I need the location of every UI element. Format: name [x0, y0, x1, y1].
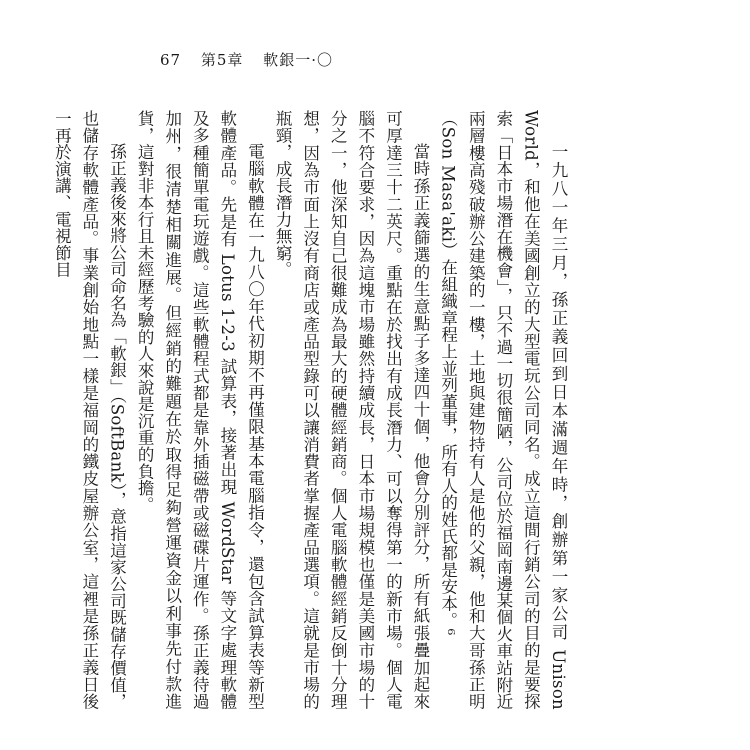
- paragraph: 當時孫正義篩選的生意點子多達四十個，他會分別評分，所有紙張疊加起來可厚達三十二英尺。重點在於找出有成長潛力、可以奪得第一的新市場。個人電腦不符合要求，因為這塊市場雖然持續成長，日本市場規模也僅是美國市場的十分之一，他深知自己很難成為最大的硬體經銷商。個人電腦軟體經銷反倒十分理想，因為市面上沒有商店或產品型錄可以讓消費者掌握產品選項。這就是市場的瓶頸，成長潛力無窮。: [273, 110, 431, 710]
- paragraph: 一九八一年三月，孫正義回到日本滿週年時，創辦第一家公司 Unison World，和他在美國創立的大型電玩公司同名。成立這間行銷公司的目的是要探索「日本市場潛在機會」，只不過一切很簡陋，公司位於福岡南邊某個火車站附近兩層樓高殘破辦公建築的一樓，土地與建物持有人是他的父親，他和大哥孫正明（Son Masa'aki）在組織章程上並列董事，所有人的姓氏都是安本。⁶: [438, 110, 568, 710]
- paragraph: 電腦軟體在一九八〇年代初期不再僅限基本電腦指令，還包含試算表等新型軟體產品。先是有 Lotus 1-2-3 試算表，接著出現 WordStar 等文字處理軟體及多種簡單電玩遊戲。這些軟體程式都是靠外插磁帶或磁碟片運作。孫正義待過加州，很清楚相關進展。但經銷的難題在於取得足夠營運資金以利事先付款進貨，這對非本行且未經歷考驗的人來說是沉重的負擔。: [135, 110, 265, 710]
- body-text: [52, 110, 572, 710]
- page-number: 67: [160, 51, 182, 69]
- paragraph: 孫正義後來將公司命名為「軟銀」（SoftBank），意指這家公司既儲存價值，也儲存軟體產品。事業創始地點一樣是福岡的鐵皮屋辦公室，這裡是孫正義日後一再於演講、電視節目: [52, 110, 127, 710]
- chapter-label: 第5章: [200, 51, 244, 69]
- running-header: [160, 49, 347, 70]
- chapter-title: 軟銀一·〇: [263, 51, 333, 69]
